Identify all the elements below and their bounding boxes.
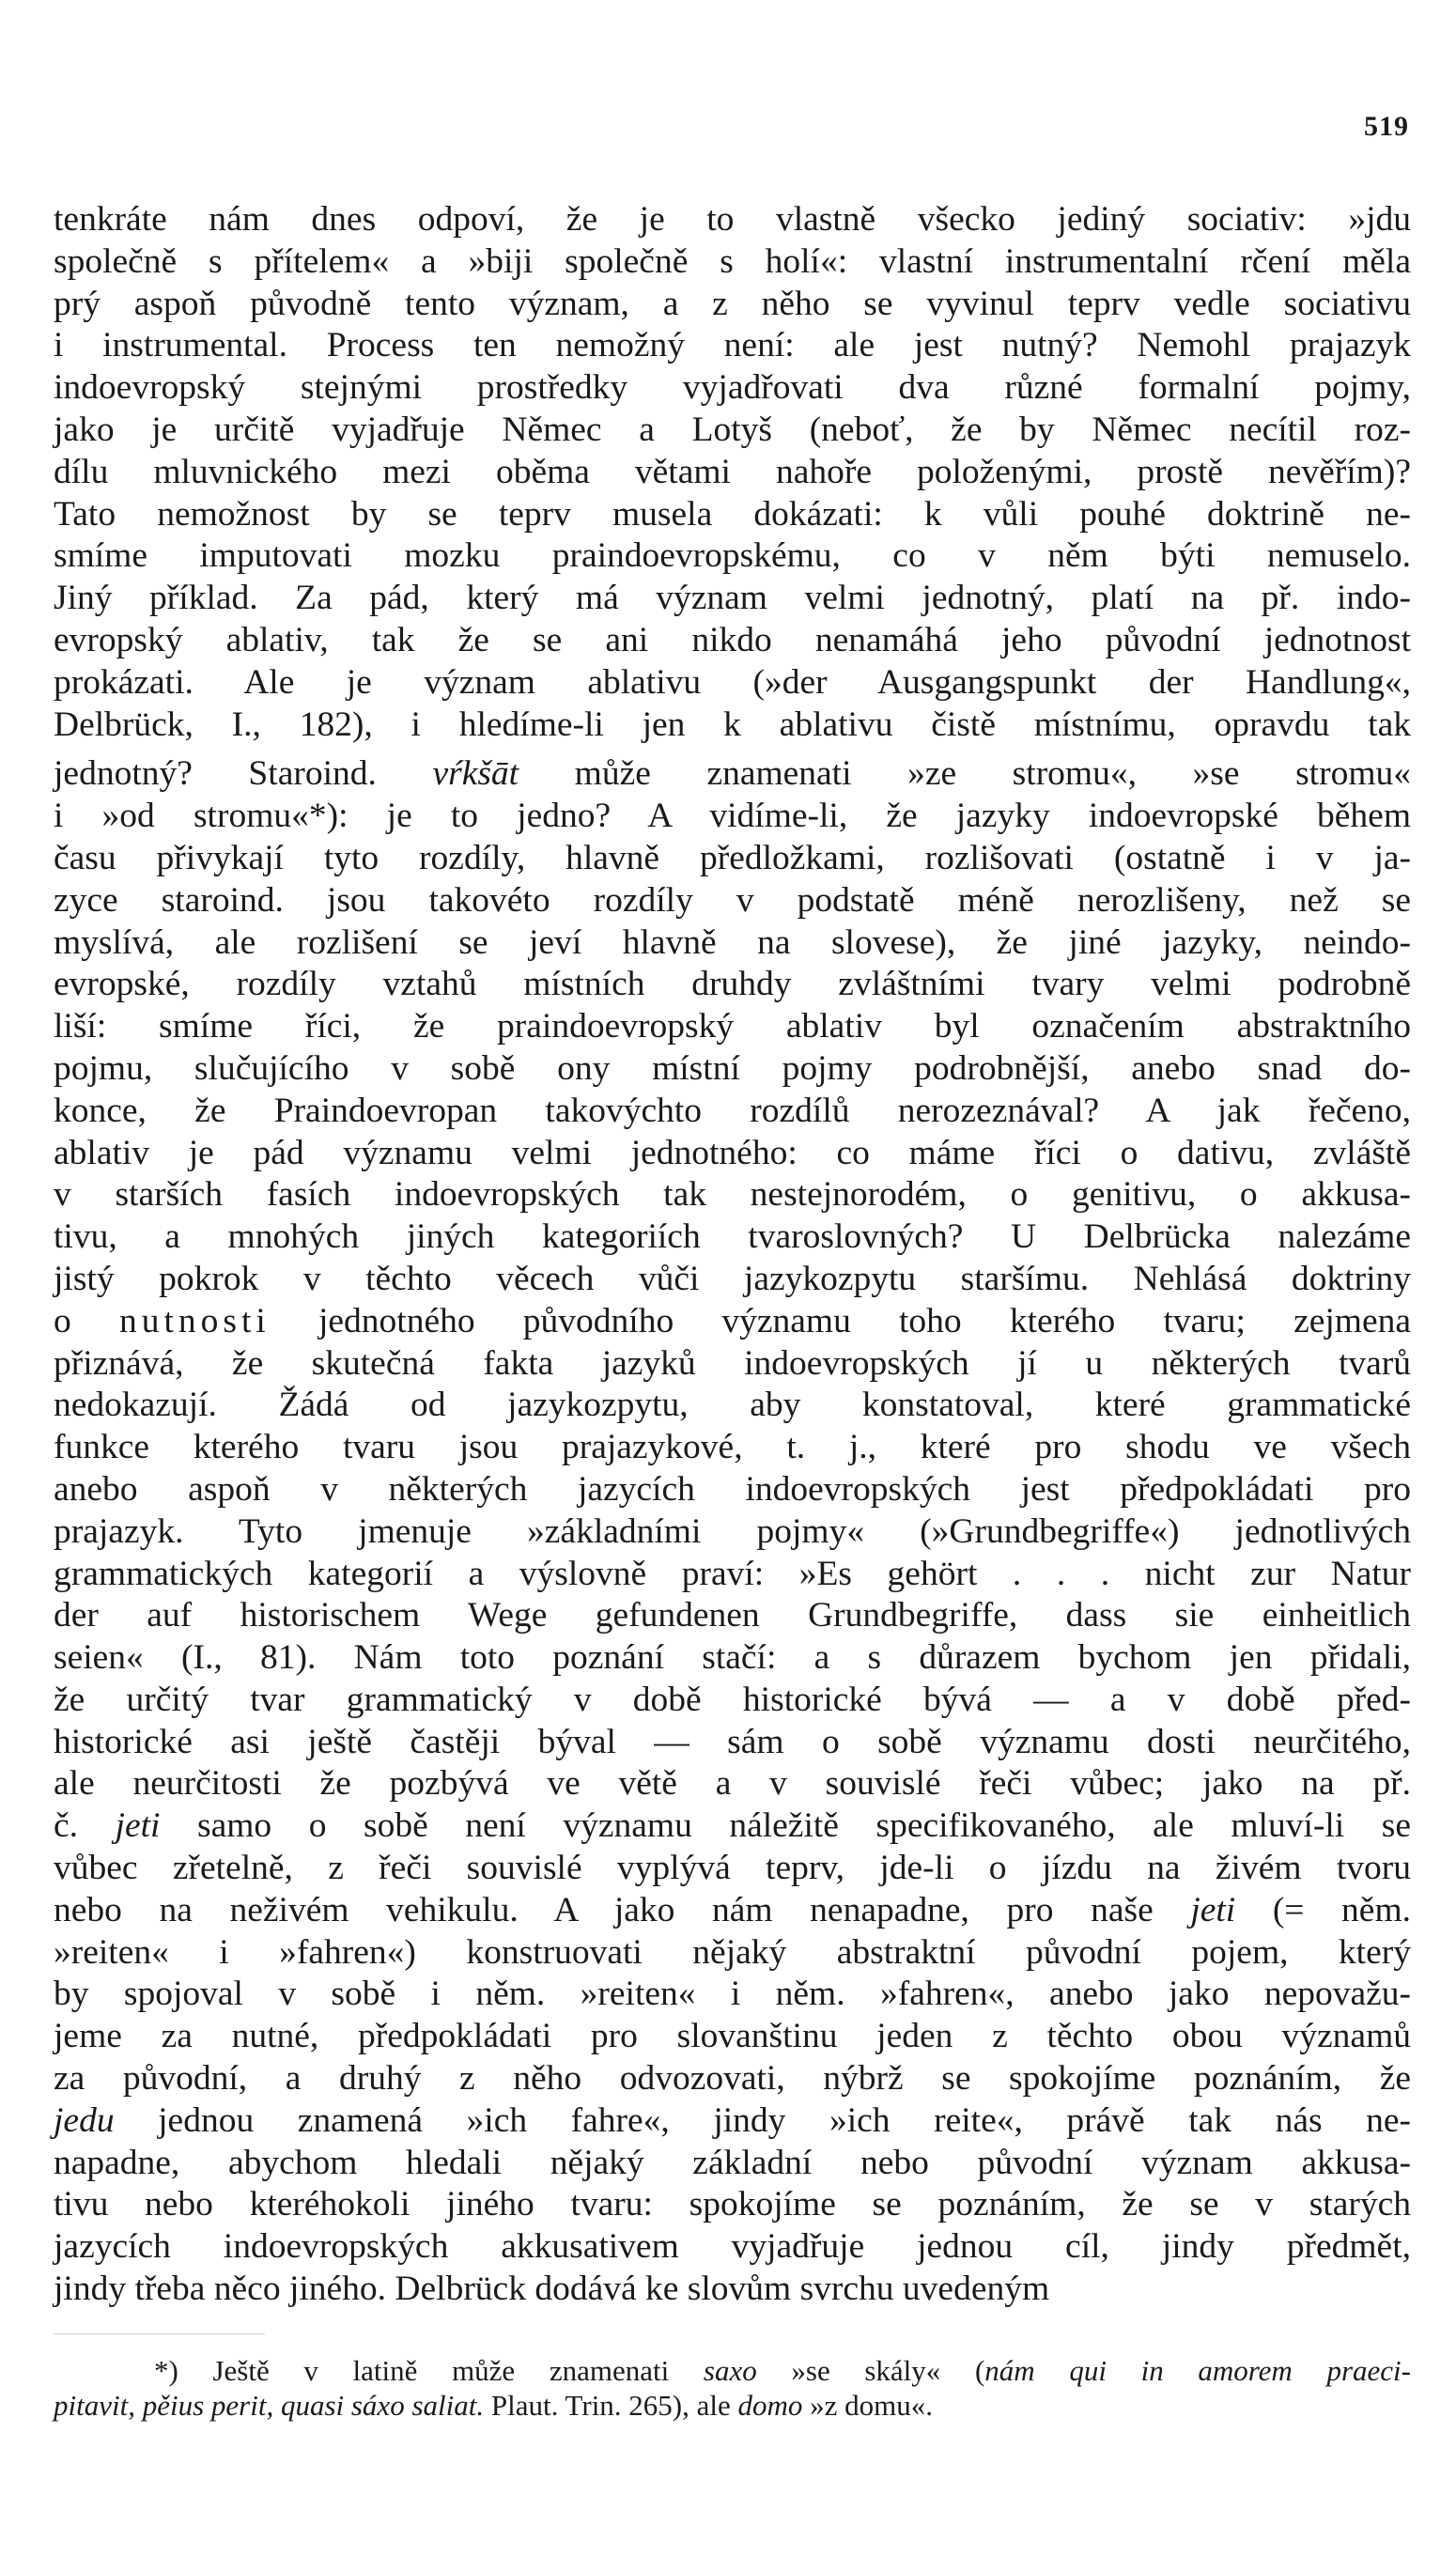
text-line: prokázati. Ale je význam ablativu (»der Ausgangspunkt der Handlung«, xyxy=(54,662,1411,702)
text-line: společně s přítelem« a »biji společně s holí«: vlastní instrumentalní rčení měla xyxy=(54,241,1411,281)
text-line: i »od stromu«*): je to jedno? A vidíme-li, že jazyky indoevropské během xyxy=(54,797,1411,836)
text-line: Tato nemožnost by se teprv musela dokázati: k vůli pouhé doktrině ne- xyxy=(54,494,1411,534)
text-line: přiznává, že skutečná fakta jazyků indoevropských jí u některých tvarů xyxy=(54,1343,1411,1383)
text-segment: č. xyxy=(54,1806,116,1846)
text-segment: »z domu«. xyxy=(802,2389,934,2422)
text-segment: může znamenati »ze stromu«, »se stromu« xyxy=(519,754,1412,794)
text-line: pojmu, slučujícího v sobě ony místní pojmy podrobnější, anebo snad do- xyxy=(54,1048,1411,1088)
italic-term: jedu xyxy=(54,2100,115,2140)
text-segment: *) Ještě v latině může znamenati xyxy=(154,2354,704,2387)
text-line: v starších fasích indoevropských tak nestejnorodém, o genitivu, o akkusa- xyxy=(54,1175,1411,1215)
text-line: ale neurčitosti že pozbývá ve větě a v souvislé řeči vůbec; jako na př. xyxy=(54,1764,1411,1804)
text-line xyxy=(54,1805,1411,1848)
text-line: myslívá, ale rozlišení se jeví hlavně na slovese), že jiné jazyky, neindo- xyxy=(54,922,1411,962)
text-segment: o xyxy=(54,1301,119,1340)
italic-term: jeti xyxy=(115,1806,161,1846)
text-segment: jednou znamená »ich fahre«, jindy »ich reite«, právě tak nás ne- xyxy=(114,2100,1411,2140)
body-text xyxy=(54,199,1411,2311)
footnote xyxy=(54,2353,1411,2423)
text-line: tivu, a mnohých jiných kategoriích tvaroslovných? U Delbrücka nalezáme xyxy=(54,1217,1411,1257)
text-line: tenkráte nám dnes odpoví, že je to vlastně všecko jediný sociativ: »jdu xyxy=(54,200,1411,239)
text-segment: nebo na neživém vehikulu. A jako nám nenapadne, pro naše xyxy=(54,1890,1191,1929)
text-line: evropský ablativ, tak že se ani nikdo nenamáhá jeho původní jednotnost xyxy=(54,620,1411,659)
text-segment: jednotného původního významu toho kterého tvaru; zejmena xyxy=(270,1301,1412,1340)
text-segment: jednotný? Staroind. xyxy=(54,754,433,794)
text-line: Jiný příklad. Za pád, který má význam velmi jednotný, platí na př. indo- xyxy=(54,579,1411,618)
text-line: ablativ je pád významu velmi jednotného: co máme říci o dativu, zvláště xyxy=(54,1133,1411,1172)
text-line: prajazyk. Tyto jmenuje »základními pojmy« (»Grundbegriffe«) jednotlivých xyxy=(54,1511,1411,1551)
text-line: smíme imputovati mozku praindoevropskému, co v něm býti nemuselo. xyxy=(54,536,1411,576)
text-line: evropské, rozdíly vztahů místních druhdy zvláštními tvary velmi podrobně xyxy=(54,965,1411,1004)
text-line: jindy třeba něco jiného. Delbrück dodává ke slovům svrchu uvedeným xyxy=(54,2270,1050,2309)
text-line: funkce kterého tvaru jsou prajazykové, t. j., které pro shodu ve všech xyxy=(54,1428,1411,1467)
italic-quote: pitavit, pěius perit, quasi sáxo saliat. xyxy=(54,2389,485,2422)
text-line: prý aspoň původně tento význam, a z něho se vyvinul teprv vedle sociativu xyxy=(54,284,1411,323)
text-line: grammatických kategorií a výslovně praví: »Es gehört . . . nicht zur Natur xyxy=(54,1554,1411,1593)
text-line: liší: smíme říci, že praindoevropský ablativ byl označením abstraktního xyxy=(54,1007,1411,1046)
spaced-emphasis: nutnosti xyxy=(118,1301,271,1340)
text-line: času přivykají tyto rozdíly, hlavně předložkami, rozlišovati (ostatně i v ja- xyxy=(54,838,1411,877)
footnote-rule xyxy=(54,2333,265,2334)
text-line: jistý pokrok v těchto věcech vůči jazykozpytu staršímu. Nehlásá doktriny xyxy=(54,1259,1411,1298)
text-line: nedokazují. Žádá od jazykozpytu, aby konstatoval, které grammatické xyxy=(54,1386,1411,1425)
text-line: napadne, abychom hledali nějaký základní nebo původní význam akkusa- xyxy=(54,2143,1411,2182)
text-line: dílu mluvnického mezi oběma větami nahoře položenými, prostě nevěřím)? xyxy=(54,452,1411,491)
text-line: konce, že Praindoevropan takovýchto rozdílů nerozeznával? A jak řečeno, xyxy=(54,1091,1411,1130)
italic-term: domo xyxy=(737,2389,803,2422)
text-segment: Plaut. Trin. 265), ale xyxy=(484,2389,738,2422)
text-line: der auf historischem Wege gefundenen Grundbegriffe, dass sie einheitlich xyxy=(54,1596,1411,1635)
text-line xyxy=(54,1301,1411,1343)
italic-term: saxo xyxy=(703,2354,757,2387)
text-line: indoevropský stejnými prostředky vyjadřovati dva různé formalní pojmy, xyxy=(54,368,1411,408)
text-line: jako je určitě vyjadřuje Němec a Lotyš (neboť, že by Němec necítil roz- xyxy=(54,410,1411,449)
text-line xyxy=(54,1890,1411,1932)
text-line: že určitý tvar grammatický v době historické bývá — a v době před- xyxy=(54,1680,1411,1719)
text-line: zyce staroind. jsou takovéto rozdíly v podstatě méně nerozlišeny, než se xyxy=(54,880,1411,920)
text-line: seien« (I., 81). Nám toto poznání stačí: a s důrazem bychom jen přidali, xyxy=(54,1638,1411,1678)
text-line: za původní, a druhý z něho odvozovati, nýbrž se spokojíme poznáním, že xyxy=(54,2059,1411,2099)
text-line: tivu nebo kteréhokoli jiného tvaru: spokojíme se poznáním, že se v starých xyxy=(54,2185,1411,2224)
text-segment: samo o sobě není významu náležitě specifikovaného, ale mluví-li se xyxy=(160,1806,1411,1846)
text-line: i instrumental. Process ten nemožný není: ale jest nutný? Nemohl prajazyk xyxy=(54,326,1411,365)
text-line xyxy=(54,753,1411,796)
text-line: vůbec zřetelně, z řeči souvislé vyplývá teprv, jde-li o jízdu na živém tvoru xyxy=(54,1849,1411,1888)
text-segment: (= něm. xyxy=(1235,1890,1411,1929)
footnote-line xyxy=(54,2388,1411,2423)
text-line: by spojoval v sobě i něm. »reiten« i něm. »fahren«, anebo jako nepovažu- xyxy=(54,1975,1411,2014)
page-number: 519 xyxy=(1364,111,1409,142)
text-line: jazycích indoevropských akkusativem vyjadřuje jednou cíl, jindy předmět, xyxy=(54,2227,1411,2267)
italic-term: jeti xyxy=(1190,1890,1236,1929)
italic-quote: nám qui in amorem praeci- xyxy=(984,2354,1411,2387)
text-line: historické asi ještě častěji býval — sám o sobě významu dosti neurčitého, xyxy=(54,1722,1411,1761)
text-line: anebo aspoň v některých jazycích indoevropských jest předpokládati pro xyxy=(54,1469,1411,1509)
text-line: Delbrück, I., 182), i hledíme-li jen k ablativu čistě místnímu, opravdu tak xyxy=(54,705,1411,744)
text-line xyxy=(54,2100,1411,2143)
text-line: jeme za nutné, předpokládati pro slovanštinu jeden z těchto obou významů xyxy=(54,2017,1411,2056)
text-line: »reiten« i »fahren«) konstruovati nějaký abstraktní původní pojem, který xyxy=(54,1932,1411,1972)
italic-term: vŕkšāt xyxy=(432,754,519,794)
footnote-line xyxy=(54,2353,1411,2388)
text-segment: »se skály« ( xyxy=(756,2354,985,2387)
